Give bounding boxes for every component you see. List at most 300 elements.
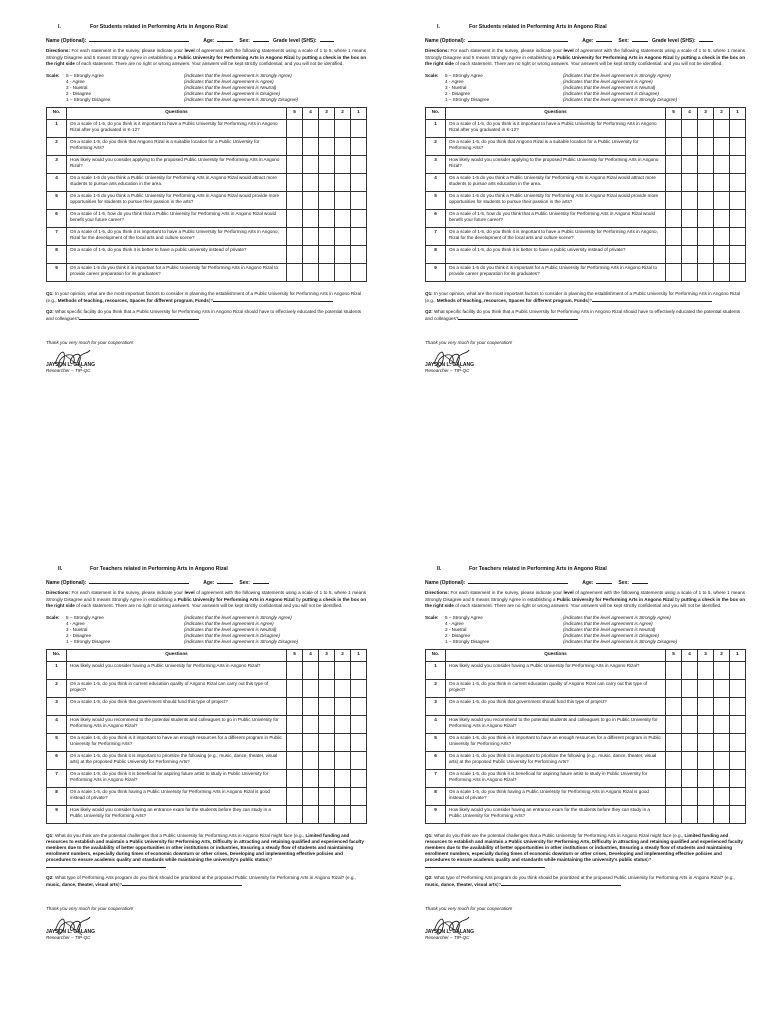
rating-checkbox[interactable]	[303, 245, 319, 263]
rating-checkbox[interactable]	[682, 191, 698, 209]
rating-checkbox[interactable]	[682, 805, 698, 823]
rating-checkbox[interactable]	[335, 787, 351, 805]
column-header: 5	[666, 107, 682, 119]
rating-checkbox[interactable]	[666, 173, 682, 191]
question-text: On a scale 1-5 do you think it is important for a Public University for Performing Arts in Angono Rizal to provide career preparation for its graduates?	[67, 263, 287, 281]
rating-checkbox[interactable]	[351, 119, 367, 137]
rating-checkbox[interactable]	[698, 679, 714, 697]
rating-checkbox[interactable]	[730, 119, 746, 137]
rating-checkbox[interactable]	[287, 137, 303, 155]
section-number: I.	[437, 24, 440, 30]
question-text: How likely would you recommend to the potential students and colleagues to go in Public University for Performing Arts in Angono Rizal?	[67, 715, 287, 733]
rating-checkbox[interactable]	[303, 805, 319, 823]
rating-checkbox[interactable]	[682, 661, 698, 679]
rating-checkbox[interactable]	[730, 227, 746, 245]
directions-text: by	[673, 54, 682, 60]
rating-checkbox[interactable]	[730, 751, 746, 769]
rating-checkbox[interactable]	[682, 787, 698, 805]
column-header: Questions	[67, 649, 287, 661]
rating-checkbox[interactable]	[682, 715, 698, 733]
rating-checkbox[interactable]	[714, 769, 730, 787]
rating-checkbox[interactable]	[319, 137, 335, 155]
rating-checkbox[interactable]	[730, 173, 746, 191]
rating-checkbox[interactable]	[666, 245, 682, 263]
rating-checkbox[interactable]	[351, 787, 367, 805]
open-question-2-run: What specific facility do you think that a Public University for Performing Arts in Angono Rizal should have to effectively educated the potential students and colleagues?	[425, 309, 741, 322]
name-label: Name (Optional):	[425, 37, 466, 44]
directions-text: For each statement in the survey, please indicate your	[450, 48, 564, 54]
table-row	[426, 227, 746, 245]
rating-checkbox[interactable]	[319, 155, 335, 173]
question-text: On a scale of 1-5, do you think it is important to have a Public University for Performing Arts in Angono, Rizal for the development of the local arts and culture scene?	[446, 227, 666, 245]
directions-text: Public University for Performing Arts in Angono Rizal	[556, 54, 674, 60]
rating-checkbox[interactable]	[666, 209, 682, 227]
table-row	[47, 661, 367, 679]
rating-checkbox[interactable]	[351, 697, 367, 715]
rating-checkbox[interactable]	[714, 733, 730, 751]
rating-checkbox[interactable]	[319, 715, 335, 733]
table-row	[426, 137, 746, 155]
rating-checkbox[interactable]	[714, 209, 730, 227]
answer-line[interactable]	[501, 881, 621, 886]
researcher-name: JAYSON L. GALANG	[425, 362, 474, 369]
rating-checkbox[interactable]	[319, 805, 335, 823]
respondent-info-line	[425, 579, 745, 587]
rating-checkbox[interactable]	[303, 137, 319, 155]
rating-checkbox[interactable]	[319, 209, 335, 227]
question-text: On a scale 1-5, do you think having a Public University for Performing Arts in Angono Rizal is good instead of private?	[67, 787, 287, 805]
rating-checkbox[interactable]	[666, 155, 682, 173]
question-text: On a scale 1-5 do you think a Public University for Performing Arts in Angono Rizal would attract more students to pursue arts education in the area.	[446, 173, 666, 191]
grade-label: Grade level (SHS):	[651, 37, 696, 44]
open-question-1-run: Limited funding and resources to establish and maintain a Public University for Performing Arts, Difficulty in attracting and retaining qualified and experienced faculty members due to the availability of better opportunities in other institutions or industries, Ensuring a steady flow of students and maintaining enrollment numbers, especially during times of economic downturn or other crises, Developing and implementing effective policies and procedures to ensure academic quality and standards while maintaining the university's public status	[46, 832, 364, 863]
rating-checkbox[interactable]	[319, 679, 335, 697]
column-header: 1	[351, 107, 367, 119]
column-header: 4	[682, 107, 698, 119]
question-number: 8	[47, 245, 67, 263]
name-field[interactable]	[89, 579, 189, 584]
rating-checkbox[interactable]	[303, 119, 319, 137]
column-header: Questions	[446, 649, 666, 661]
scale-item: 4 - Agree	[66, 78, 85, 84]
name-field[interactable]	[468, 579, 568, 584]
question-text: How likely would you consider having a Public University for Performing Arts in Angono Rizal?	[446, 661, 666, 679]
scale-description: (indicates that the level agreement is Disagree)	[184, 90, 281, 96]
answer-line[interactable]	[79, 315, 199, 320]
rating-checkbox[interactable]	[682, 697, 698, 715]
sex-field[interactable]	[253, 37, 269, 42]
researcher-role: Researcher – TIP-QC	[425, 368, 470, 374]
rating-checkbox[interactable]	[666, 227, 682, 245]
question-number: 4	[426, 715, 446, 733]
rating-checkbox[interactable]	[303, 751, 319, 769]
sex-field[interactable]	[253, 579, 269, 584]
question-text: On a scale 1-5 do you think a Public University for Performing Arts in Angono Rizal would provide more opportunities for students to pursue their passion in the arts?	[67, 191, 287, 209]
open-question-1-run: Q1:	[46, 832, 55, 838]
rating-checkbox[interactable]	[287, 661, 303, 679]
rating-checkbox[interactable]	[698, 263, 714, 281]
rating-checkbox[interactable]	[730, 715, 746, 733]
survey-form-students-left	[46, 24, 366, 380]
rating-checkbox[interactable]	[319, 119, 335, 137]
rating-checkbox[interactable]	[698, 715, 714, 733]
rating-checkbox[interactable]	[666, 733, 682, 751]
rating-checkbox[interactable]	[351, 715, 367, 733]
rating-checkbox[interactable]	[351, 209, 367, 227]
rating-checkbox[interactable]	[714, 137, 730, 155]
rating-checkbox[interactable]	[319, 661, 335, 679]
rating-checkbox[interactable]	[682, 751, 698, 769]
rating-checkbox[interactable]	[666, 679, 682, 697]
rating-checkbox[interactable]	[351, 733, 367, 751]
scale-label: Scale:	[425, 72, 439, 78]
rating-checkbox[interactable]	[698, 191, 714, 209]
rating-checkbox[interactable]	[351, 137, 367, 155]
rating-checkbox[interactable]	[714, 661, 730, 679]
rating-checkbox[interactable]	[303, 173, 319, 191]
rating-checkbox[interactable]	[287, 263, 303, 281]
directions-text: For each statement in the survey, please indicate your	[71, 48, 185, 54]
rating-checkbox[interactable]	[287, 245, 303, 263]
rating-checkbox[interactable]	[335, 679, 351, 697]
table-row	[426, 173, 746, 191]
directions-text: level	[184, 48, 195, 54]
table-row	[47, 209, 367, 227]
rating-checkbox[interactable]	[714, 173, 730, 191]
answer-line[interactable]	[592, 297, 712, 302]
rating-checkbox[interactable]	[682, 137, 698, 155]
directions-text: putting a check in the box on the right side	[425, 54, 746, 66]
rating-checkbox[interactable]	[287, 679, 303, 697]
rating-checkbox[interactable]	[287, 697, 303, 715]
rating-checkbox[interactable]	[303, 191, 319, 209]
rating-checkbox[interactable]	[351, 805, 367, 823]
rating-checkbox[interactable]	[666, 191, 682, 209]
rating-checkbox[interactable]	[351, 679, 367, 697]
column-header: Questions	[67, 107, 287, 119]
rating-checkbox[interactable]	[730, 787, 746, 805]
rating-checkbox[interactable]	[698, 661, 714, 679]
scale-description: (indicates that the level agreement is Neutral)	[184, 626, 277, 632]
question-text: On a scale of 1-5, do you think is it important to have a Public University for Performing Arts in Angono Rizal after you graduated in K-12?	[67, 119, 287, 137]
directions	[425, 48, 745, 66]
rating-checkbox[interactable]	[666, 137, 682, 155]
age-field[interactable]	[217, 37, 233, 42]
rating-checkbox[interactable]	[682, 679, 698, 697]
rating-checkbox[interactable]	[730, 245, 746, 263]
age-label: Age:	[582, 579, 594, 586]
scale-items	[445, 73, 563, 103]
question-number: 5	[426, 191, 446, 209]
directions-text: by	[294, 596, 303, 602]
rating-checkbox[interactable]	[351, 245, 367, 263]
scale-item: 4 - Agree	[445, 78, 464, 84]
rating-checkbox[interactable]	[335, 137, 351, 155]
rating-checkbox[interactable]	[335, 209, 351, 227]
rating-checkbox[interactable]	[303, 733, 319, 751]
rating-checkbox[interactable]	[287, 751, 303, 769]
rating-checkbox[interactable]	[730, 191, 746, 209]
rating-checkbox[interactable]	[714, 715, 730, 733]
scale-item: 4 - Agree	[66, 620, 85, 626]
table-row	[426, 715, 746, 733]
questions-table	[46, 649, 367, 824]
rating-checkbox[interactable]	[287, 715, 303, 733]
rating-checkbox[interactable]	[303, 787, 319, 805]
rating-checkbox[interactable]	[287, 227, 303, 245]
rating-checkbox[interactable]	[287, 155, 303, 173]
rating-checkbox[interactable]	[319, 245, 335, 263]
rating-checkbox[interactable]	[698, 155, 714, 173]
rating-checkbox[interactable]	[698, 119, 714, 137]
rating-checkbox[interactable]	[698, 137, 714, 155]
rating-checkbox[interactable]	[287, 733, 303, 751]
rating-checkbox[interactable]	[666, 769, 682, 787]
rating-checkbox[interactable]	[714, 787, 730, 805]
question-text: How likely would you consider having a Public University for Performing Arts in Angono Rizal?	[67, 661, 287, 679]
rating-checkbox[interactable]	[303, 227, 319, 245]
rating-checkbox[interactable]	[319, 263, 335, 281]
table-row	[426, 155, 746, 173]
rating-checkbox[interactable]	[682, 173, 698, 191]
rating-checkbox[interactable]	[319, 227, 335, 245]
rating-checkbox[interactable]	[714, 245, 730, 263]
rating-checkbox[interactable]	[287, 787, 303, 805]
question-number: 4	[426, 173, 446, 191]
rating-checkbox[interactable]	[714, 751, 730, 769]
rating-checkbox[interactable]	[351, 191, 367, 209]
rating-checkbox[interactable]	[730, 155, 746, 173]
rating-checkbox[interactable]	[287, 209, 303, 227]
questions-table	[46, 107, 367, 282]
rating-checkbox[interactable]	[666, 661, 682, 679]
rating-checkbox[interactable]	[666, 751, 682, 769]
open-question-2-run: What type of Performing Arts program do you think should be prioritized at the proposed Public University for Performing Arts in Angono Rizal? (e.g.,	[433, 875, 735, 881]
rating-checkbox[interactable]	[666, 715, 682, 733]
table-row	[47, 697, 367, 715]
open-question-1-run: What do you think are the potential challenges that a Public University for Performing Arts in Angono Rizal might face (e.g.,	[54, 832, 306, 838]
survey-form-teachers-right	[425, 566, 745, 947]
scale-legend	[425, 73, 745, 103]
rating-checkbox[interactable]	[351, 661, 367, 679]
rating-checkbox[interactable]	[351, 227, 367, 245]
signature-block	[425, 346, 745, 380]
rating-checkbox[interactable]	[666, 697, 682, 715]
rating-checkbox[interactable]	[698, 227, 714, 245]
rating-checkbox[interactable]	[303, 155, 319, 173]
rating-checkbox[interactable]	[335, 751, 351, 769]
rating-checkbox[interactable]	[303, 661, 319, 679]
researcher-name: JAYSON L. GALANG	[46, 928, 95, 935]
rating-checkbox[interactable]	[351, 769, 367, 787]
age-field[interactable]	[217, 579, 233, 584]
rating-checkbox[interactable]	[335, 155, 351, 173]
rating-checkbox[interactable]	[287, 805, 303, 823]
rating-checkbox[interactable]	[303, 209, 319, 227]
answer-line[interactable]	[46, 863, 166, 868]
grade-field[interactable]	[320, 37, 334, 42]
rating-checkbox[interactable]	[714, 805, 730, 823]
rating-checkbox[interactable]	[698, 245, 714, 263]
rating-checkbox[interactable]	[335, 733, 351, 751]
rating-checkbox[interactable]	[335, 769, 351, 787]
rating-checkbox[interactable]	[319, 173, 335, 191]
rating-checkbox[interactable]	[666, 119, 682, 137]
rating-checkbox[interactable]	[351, 173, 367, 191]
rating-checkbox[interactable]	[287, 119, 303, 137]
rating-checkbox[interactable]	[335, 697, 351, 715]
rating-checkbox[interactable]	[714, 155, 730, 173]
directions-text: For each statement in the survey, please indicate your	[71, 590, 185, 596]
rating-checkbox[interactable]	[303, 679, 319, 697]
question-text: On a scale of 1-5, do you think it is better to have a public university instead of private?	[446, 245, 666, 263]
rating-checkbox[interactable]	[319, 191, 335, 209]
rating-checkbox[interactable]	[714, 191, 730, 209]
sex-label: Sex:	[618, 37, 629, 44]
rating-checkbox[interactable]	[335, 263, 351, 281]
rating-checkbox[interactable]	[682, 769, 698, 787]
rating-checkbox[interactable]	[698, 209, 714, 227]
rating-checkbox[interactable]	[698, 769, 714, 787]
table-row	[47, 787, 367, 805]
rating-checkbox[interactable]	[303, 697, 319, 715]
rating-checkbox[interactable]	[335, 119, 351, 137]
grade-field[interactable]	[699, 37, 713, 42]
age-field[interactable]	[596, 37, 612, 42]
table-row	[426, 805, 746, 823]
rating-checkbox[interactable]	[682, 119, 698, 137]
directions	[46, 48, 366, 66]
rating-checkbox[interactable]	[666, 263, 682, 281]
question-text: How likely would you consider applying to the proposed Public University for Performing Arts in Angono Rizal?	[67, 155, 287, 173]
rating-checkbox[interactable]	[319, 697, 335, 715]
rating-checkbox[interactable]	[714, 227, 730, 245]
question-number: 8	[426, 245, 446, 263]
answer-line[interactable]	[213, 297, 333, 302]
rating-checkbox[interactable]	[698, 173, 714, 191]
rating-checkbox[interactable]	[319, 751, 335, 769]
rating-checkbox[interactable]	[682, 155, 698, 173]
sex-field[interactable]	[632, 37, 648, 42]
scale-descriptions	[563, 615, 677, 645]
rating-checkbox[interactable]	[730, 679, 746, 697]
rating-checkbox[interactable]	[698, 733, 714, 751]
scale-description: (indicates that the level agreement is Strongly Agree)	[184, 614, 292, 620]
rating-checkbox[interactable]	[287, 173, 303, 191]
rating-checkbox[interactable]	[335, 805, 351, 823]
rating-checkbox[interactable]	[351, 155, 367, 173]
rating-checkbox[interactable]	[303, 715, 319, 733]
rating-checkbox[interactable]	[319, 733, 335, 751]
rating-checkbox[interactable]	[666, 805, 682, 823]
question-text: On a scale of 1-5, do you think it is important to have a Public University for Performing Arts in Angono, Rizal for the development of the local arts and culture scene?	[67, 227, 287, 245]
column-header: 1	[730, 649, 746, 661]
rating-checkbox[interactable]	[335, 191, 351, 209]
sex-field[interactable]	[632, 579, 648, 584]
rating-checkbox[interactable]	[698, 805, 714, 823]
rating-checkbox[interactable]	[730, 805, 746, 823]
rating-checkbox[interactable]	[714, 119, 730, 137]
rating-checkbox[interactable]	[730, 697, 746, 715]
form-title: For Teachers related in Performing Arts in Angono Rizal	[90, 566, 228, 572]
name-field[interactable]	[89, 37, 189, 42]
rating-checkbox[interactable]	[698, 787, 714, 805]
rating-checkbox[interactable]	[730, 209, 746, 227]
rating-checkbox[interactable]	[666, 787, 682, 805]
rating-checkbox[interactable]	[303, 769, 319, 787]
rating-checkbox[interactable]	[682, 733, 698, 751]
scale-descriptions	[563, 73, 677, 103]
column-header: No.	[426, 107, 446, 119]
rating-checkbox[interactable]	[351, 263, 367, 281]
question-text: On a scale 1-5, do you think is it important to have an enough resources for a different program in Public University for Performing Arts?	[67, 733, 287, 751]
rating-checkbox[interactable]	[714, 697, 730, 715]
table-row	[47, 173, 367, 191]
answer-line[interactable]	[425, 863, 545, 868]
rating-checkbox[interactable]	[319, 769, 335, 787]
rating-checkbox[interactable]	[682, 245, 698, 263]
rating-checkbox[interactable]	[682, 227, 698, 245]
rating-checkbox[interactable]	[335, 227, 351, 245]
rating-checkbox[interactable]	[351, 751, 367, 769]
directions-text: of each statement. There are no right or wrong answers. Your answers will be kept strictly confidential and you will not be identified.	[453, 602, 722, 608]
directions-text: of agreement with the following statements using a scale of 1 to 5, where 1 means Strongly Disagree and 5 means Strongly Agree in establishing a	[425, 590, 745, 602]
name-field[interactable]	[468, 37, 568, 42]
column-header: 4	[303, 649, 319, 661]
rating-checkbox[interactable]	[714, 679, 730, 697]
rating-checkbox[interactable]	[335, 715, 351, 733]
column-header: 3	[319, 649, 335, 661]
rating-checkbox[interactable]	[303, 263, 319, 281]
age-field[interactable]	[596, 579, 612, 584]
directions-text: of agreement with the following statements using a scale of 1 to 5, where 1 means Strongly Disagree and 5 means Strongly Agree in establishing a	[46, 48, 366, 60]
answer-line[interactable]	[458, 315, 578, 320]
question-number: 4	[47, 173, 67, 191]
rating-checkbox[interactable]	[730, 661, 746, 679]
rating-checkbox[interactable]	[730, 769, 746, 787]
open-question-2-run: )?	[118, 882, 123, 888]
question-text: On a scale 1-5, do you think that government should fund this type of project?	[446, 697, 666, 715]
rating-checkbox[interactable]	[698, 751, 714, 769]
rating-checkbox[interactable]	[682, 263, 698, 281]
scale-description: (indicates that the level agreement is Neutral)	[563, 84, 656, 90]
rating-checkbox[interactable]	[335, 245, 351, 263]
rating-checkbox[interactable]	[730, 263, 746, 281]
signature-block	[425, 913, 745, 947]
scale-label: Scale:	[46, 614, 60, 620]
rating-checkbox[interactable]	[287, 769, 303, 787]
table-header-row	[47, 107, 367, 119]
rating-checkbox[interactable]	[682, 209, 698, 227]
question-number: 6	[426, 209, 446, 227]
rating-checkbox[interactable]	[698, 697, 714, 715]
open-question-1-run: )?	[208, 298, 213, 304]
survey-form-teachers-left	[46, 566, 366, 947]
rating-checkbox[interactable]	[714, 263, 730, 281]
question-number: 3	[47, 697, 67, 715]
rating-checkbox[interactable]	[335, 661, 351, 679]
rating-checkbox[interactable]	[287, 191, 303, 209]
rating-checkbox[interactable]	[730, 137, 746, 155]
scale-description: (indicates that the level agreement is Strongly Agree)	[184, 72, 292, 78]
table-row	[426, 119, 746, 137]
answer-line[interactable]	[122, 881, 242, 886]
rating-checkbox[interactable]	[335, 173, 351, 191]
open-question-1-run: In your opinion, what are the most important factors to consider in planning the establishment of a Public University for Performing Arts in Angono Rizal (e.g.,	[425, 290, 741, 304]
rating-checkbox[interactable]	[319, 787, 335, 805]
question-text: On a scale 1-5, do you think that Angono Rizal is a suitable location for a Public University for Performing Arts?	[446, 137, 666, 155]
rating-checkbox[interactable]	[730, 733, 746, 751]
